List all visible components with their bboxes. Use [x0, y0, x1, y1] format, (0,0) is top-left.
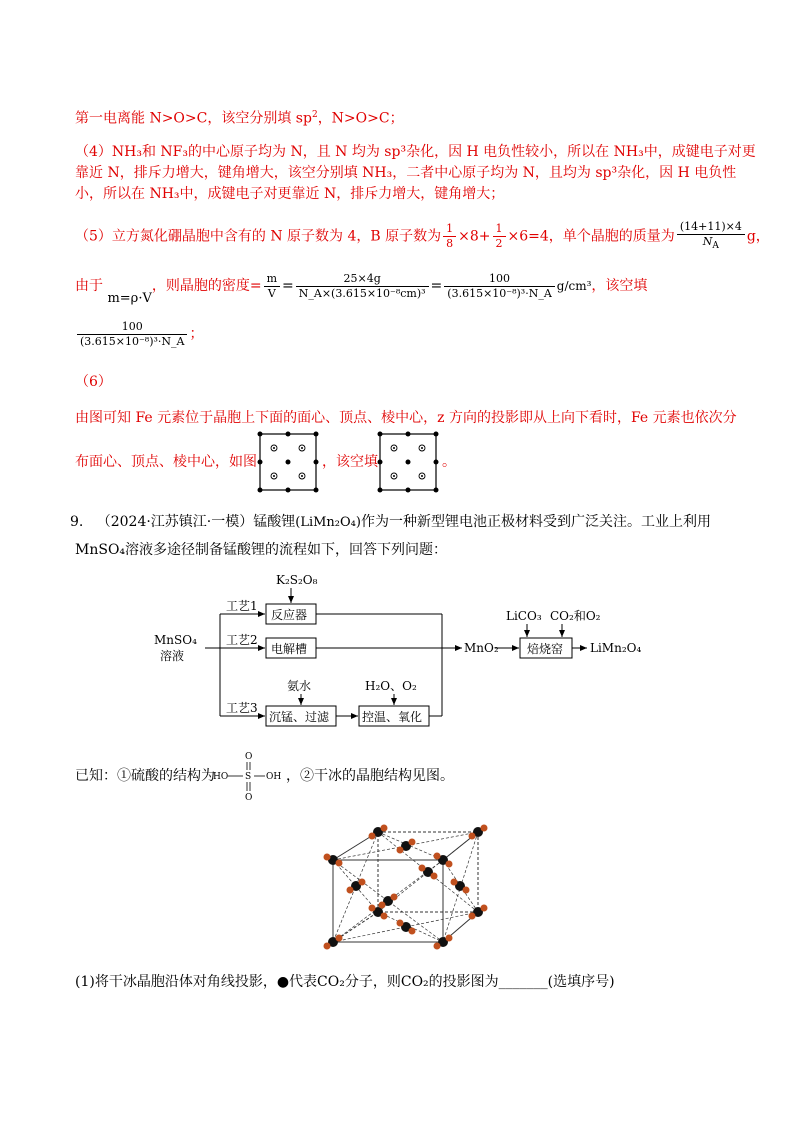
- flow-product: LiMn₂O₄: [590, 641, 642, 655]
- flow-co2o2: CO₂和O₂: [550, 609, 601, 623]
- sub-question-1: (1)将干冰晶胞沿体对角线投影，●代表CO₂分子，则CO₂的投影图为_______(选填序号): [75, 974, 615, 990]
- answer-4-line-2: 靠近 N，排斥力增大，键角增大，该空分别填 NH₃，二者中心原子均为 N，且均为 sp³杂化，因 H 电负性: [75, 165, 737, 181]
- flow-oxid: 控温、氧化: [362, 710, 423, 724]
- flow-start-2: 溶液: [160, 649, 185, 663]
- flow-cell: 电解槽: [271, 642, 308, 656]
- flow-kiln: 焙烧窑: [527, 642, 564, 656]
- answer-6-line-2b: ，该空填: [322, 454, 378, 470]
- question-9-line-1: 9. （2024·江苏镇江·一模）锰酸锂(LiMn₂O₄)作为一种新型锂电池正极材料受到广泛关注。工业上利用: [70, 514, 711, 530]
- flow-route-1: 工艺1: [226, 599, 258, 613]
- answer-5-line-3: $\frac{100}{\text{(3.615×10⁻⁸)³·N\_A}}$ ；: [75, 318, 203, 350]
- flow-mno2: MnO₂: [464, 641, 499, 655]
- svg-text:S: S: [245, 772, 252, 782]
- flow-lico3: LiCO₃: [506, 609, 542, 623]
- flow-route-2: 工艺2: [226, 633, 258, 647]
- svg-text:O: O: [245, 793, 253, 803]
- answer-blank[interactable]: _______: [498, 974, 548, 990]
- answer-5-line-2: 由于 m=ρ·V，则晶胞的密度= $\frac{m}{V}$ = $\frac{25\times 4g}{\text{N\_A×(3.615×10⁻⁸cm)³}}$ = $\frac{100}{\text{(3.615×10⁻⁸)³·N\_A}}$ g/cm³，该空填: [75, 271, 648, 306]
- answer-6-line-2c: 。: [442, 454, 456, 470]
- answer-6-line-2a: 布面心、顶点、棱中心，如图: [75, 454, 257, 470]
- process-flowchart: [150, 570, 660, 740]
- answer-6-line-1: 由图可知 Fe 元素位于晶胞上下面的面心、顶点、棱中心，z 方向的投影即从上向下看时，Fe 元素也依次分: [75, 410, 737, 426]
- answer-6-head: （6）: [75, 374, 112, 390]
- flow-k2s2o8: K₂S₂O₈: [276, 573, 318, 587]
- flow-ammonia: 氨水: [287, 679, 312, 693]
- answer-4-line-3: 小，所以在 NH₃中，成键电子对更靠近 N，排斥力增大，键角增大；: [75, 186, 505, 202]
- sulfuric-acid-structure: [212, 748, 284, 804]
- question-9-line-2: MnSO₄溶液多途径制备锰酸锂的流程如下，回答下列问题：: [75, 542, 448, 558]
- flow-h2o-o2: H₂O、O₂: [365, 679, 417, 693]
- dry-ice-unit-cell: [318, 820, 488, 950]
- svg-text:OH: OH: [266, 772, 282, 782]
- flow-start-1: MnSO₄: [154, 633, 197, 647]
- svg-text:O: O: [245, 752, 253, 762]
- known-lead: 已知：①硫酸的结构为: [75, 768, 215, 784]
- svg-text:HO: HO: [213, 772, 229, 782]
- projection-grid-answer: [376, 430, 440, 494]
- flow-reactor: 反应器: [271, 608, 308, 622]
- flow-route-3: 工艺3: [226, 701, 258, 715]
- flow-precip: 沉锰、过滤: [269, 710, 330, 724]
- projection-grid-figure: [256, 430, 320, 494]
- answer-4-line-1: （4）NH₃和 NF₃的中心原子均为 N，且 N 均为 sp³杂化，因 H 电负性较小，所以在 NH₃中，成键电子对更: [75, 144, 756, 160]
- answer-line-1: 第一电离能 N>O>C，该空分别填 $sp^2$，N>O>C；: [75, 110, 404, 127]
- answer-5-line-1: （5）立方氮化硼晶胞中含有的 N 原子数为 4，B 原子数为 $\frac{1}{8}$ ×8+ $\frac{1}{2}$ ×6=4，单个晶胞的质量为 $\frac{(14+11)\times 4}{N_A}$ g，: [75, 220, 770, 252]
- known-tail: ，②干冰的晶胞结构见图。: [286, 768, 454, 784]
